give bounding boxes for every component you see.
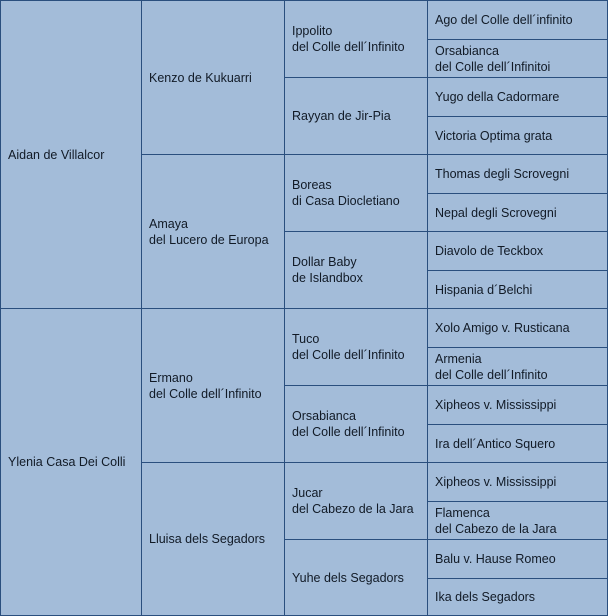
pedigree-cell-gen4 bbox=[427, 462, 608, 502]
cell-line: di Casa Diocletiano bbox=[292, 194, 400, 208]
pedigree-cell-gen3 bbox=[284, 231, 428, 309]
pedigree-cell-gen3 bbox=[284, 0, 428, 78]
pedigree-cell-gen3 bbox=[284, 539, 428, 616]
pedigree-cell-gen3 bbox=[284, 77, 428, 155]
pedigree-cell-gen4 bbox=[427, 193, 608, 232]
cell-line: Ermano bbox=[149, 370, 193, 385]
cell-line: del Cabezo de la Jara bbox=[292, 502, 414, 516]
cell-line: Xipheos v. Mississippi bbox=[435, 475, 557, 489]
cell-line: del Colle dell´Infinito bbox=[292, 348, 405, 362]
cell-line: Yugo della Cadormare bbox=[435, 90, 560, 104]
pedigree-cell-gen4 bbox=[427, 385, 608, 425]
cell-line: Ago del Colle dell´infinito bbox=[435, 13, 573, 27]
cell-line: Balu v. Hause Romeo bbox=[435, 552, 556, 566]
cell-line: del Colle dell´Infinito bbox=[292, 425, 405, 439]
cell-line: del Colle dell´Infinitoi bbox=[435, 59, 551, 74]
cell-line: Lluisa dels Segadors bbox=[149, 532, 266, 546]
pedigree-cell-gen3 bbox=[284, 462, 428, 540]
cell-line: Thomas degli Scrovegni bbox=[435, 167, 570, 181]
cell-line: del Colle dell´Infinito bbox=[149, 386, 262, 401]
pedigree-cell-gen3 bbox=[284, 308, 428, 386]
cell-line: Rayyan de Jir-Pia bbox=[292, 109, 391, 123]
cell-line: Hispania d´Belchi bbox=[435, 282, 533, 297]
cell-line: de Islandbox bbox=[292, 271, 363, 285]
cell-line: del Colle dell´Infinito bbox=[435, 367, 548, 382]
cell-line: Ylenia Casa Dei Colli bbox=[8, 455, 126, 469]
pedigree-cell-gen4 bbox=[427, 308, 608, 348]
pedigree-cell-dam bbox=[0, 308, 142, 616]
cell-line: Dollar Baby bbox=[292, 255, 357, 269]
cell-line: Kenzo de Kukuarri bbox=[149, 70, 252, 85]
pedigree-cell-gen2 bbox=[141, 154, 285, 309]
cell-line: Tuco bbox=[292, 332, 320, 346]
pedigree-cell-gen4 bbox=[427, 231, 608, 271]
cell-line: Jucar bbox=[292, 486, 323, 500]
cell-line: Victoria Optima grata bbox=[435, 128, 553, 143]
cell-line: Xipheos v. Mississippi bbox=[435, 398, 557, 412]
cell-line: Ira dell´Antico Squero bbox=[435, 436, 556, 451]
cell-line: del Lucero de Europa bbox=[149, 232, 269, 247]
pedigree-cell-gen3 bbox=[284, 154, 428, 232]
pedigree-cell-gen2 bbox=[141, 462, 285, 616]
pedigree-cell-gen4 bbox=[427, 154, 608, 194]
cell-line: Aidan de Villalcor bbox=[8, 147, 105, 162]
pedigree-cell-gen4 bbox=[427, 116, 608, 155]
pedigree-cell-gen4 bbox=[427, 539, 608, 579]
cell-line: Nepal degli Scrovegni bbox=[435, 205, 557, 220]
cell-line: Orsabianca bbox=[435, 43, 499, 58]
pedigree-cell-sire bbox=[0, 0, 142, 309]
cell-line: del Colle dell´Infinito bbox=[292, 40, 405, 54]
pedigree-cell-gen4 bbox=[427, 578, 608, 616]
pedigree-cell-gen4 bbox=[427, 501, 608, 540]
cell-line: del Cabezo de la Jara bbox=[435, 521, 557, 536]
cell-line: Amaya bbox=[149, 216, 188, 231]
cell-line: Boreas bbox=[292, 178, 332, 192]
cell-line: Yuhe dels Segadors bbox=[292, 570, 404, 585]
cell-line: Diavolo de Teckbox bbox=[435, 244, 544, 258]
pedigree-cell-gen4 bbox=[427, 39, 608, 78]
pedigree-cell-gen4 bbox=[427, 347, 608, 386]
cell-line: Xolo Amigo v. Rusticana bbox=[435, 321, 570, 335]
cell-line: Flamenca bbox=[435, 505, 490, 520]
pedigree-cell-gen4 bbox=[427, 0, 608, 40]
cell-line: Ika dels Segadors bbox=[435, 590, 536, 604]
pedigree-cell-gen4 bbox=[427, 77, 608, 117]
pedigree-cell-gen3 bbox=[284, 385, 428, 463]
cell-line: Armenia bbox=[435, 351, 482, 366]
pedigree-cell-gen2 bbox=[141, 0, 285, 155]
pedigree-cell-gen2 bbox=[141, 308, 285, 463]
pedigree-cell-gen4 bbox=[427, 270, 608, 309]
cell-line: Ippolito bbox=[292, 24, 333, 38]
pedigree-cell-gen4 bbox=[427, 424, 608, 463]
cell-line: Orsabianca bbox=[292, 409, 356, 423]
